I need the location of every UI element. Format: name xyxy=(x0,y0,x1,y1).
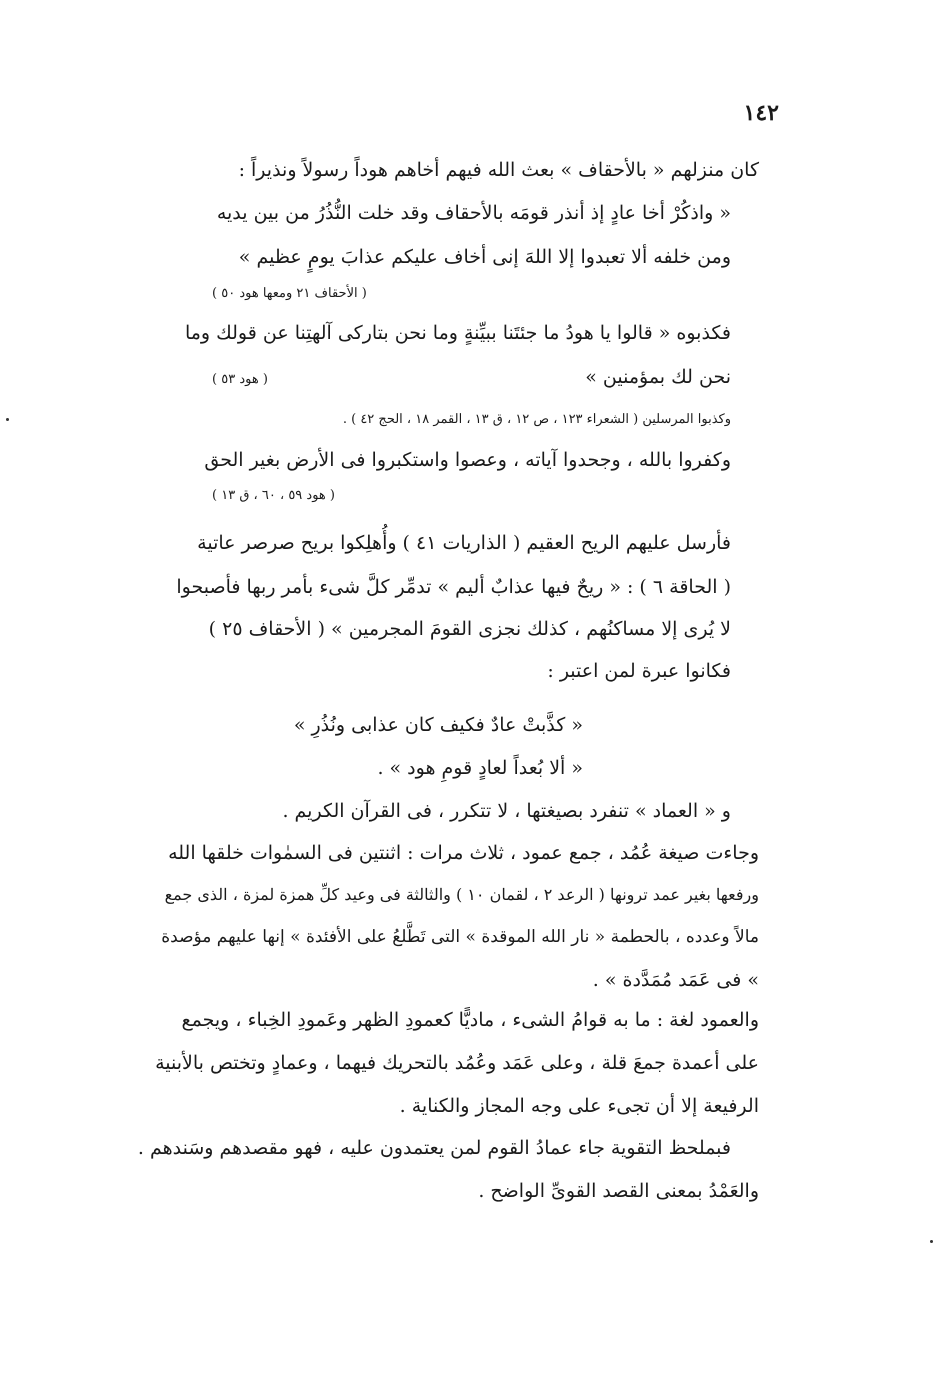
text-line: » فى عَمَد مُمَدَّدة » . xyxy=(592,969,759,991)
citation: ( هود ٥٣ ) xyxy=(212,372,268,387)
text-line: ( الحاقة ٦ ) : « ريحٌ فيها عذابٌ أليم » تدمِّر كلَّ شىء بأمر ربها فأصبحوا xyxy=(176,576,731,598)
text-line: على أعمدة جمعَ قلة ، وعلى عَمَد وعُمُد بالتحريك فيهما ، وعمادٍ وتختص بالأبنية xyxy=(155,1052,759,1074)
text-line: نحن لك بمؤمنين » xyxy=(585,366,731,388)
citation: ( هود ٥٩ ، ٦٠ ، ق ١٣ ) xyxy=(212,488,335,503)
page-speck xyxy=(6,418,9,421)
quote-line: « واذكُرْ أخا عادٍ إذ أنذر قومَه بالأحقاف وقد خلت النُّذُرُ من بين يديه xyxy=(216,202,731,224)
quote-line: ومن خلفه ألا تعبدوا إلا اللهَ إنى أخاف عليكم عذابَ يومٍ عظيم » xyxy=(238,246,731,268)
page-speck xyxy=(930,1240,933,1243)
text-line: وجاءت صيغة عُمُد ، جمع عمود ، ثلاث مرات : اثنتين فى السمٰوات خلقها الله xyxy=(168,842,759,864)
text-line: وكذبوا المرسلين ( الشعراء ١٢٣ ، ص ١٢ ، ق ١٣ ، القمر ١٨ ، الحج ٤٢ ) . xyxy=(342,412,731,427)
verse-line: « ألا بُعداً لعادٍ قومِ هود » . xyxy=(377,757,583,779)
text-line: فأرسل عليهم الريح العقيم ( الذاريات ٤١ ) وأُهلِكوا بريح صرصر عاتية xyxy=(197,532,731,554)
text-line: ورفعها بغير عمد ترونها ( الرعد ٢ ، لقمان ١٠ ) والثالثة فى وعيد كلِّ همزة لمزة ، الذى جمع xyxy=(164,885,759,904)
text-line: فبملحظ التقوية جاء عمادُ القوم لمن يعتمدون عليه ، فهو مقصدهم وسَندهم . xyxy=(137,1137,731,1159)
text-line: والعمود لغة : ما به قوامُ الشىء ، ماديًّا كعمودِ الظهر وعَمودِ الخِباء ، ويجمع xyxy=(181,1009,759,1031)
text-line: مالاً وعدده ، بالحطمة « نار الله الموقدة » التى تَطَّلعُ على الأفئدة » إنها عليهم مؤصدة xyxy=(161,927,759,947)
text-line: وكفروا بالله ، وجحدوا آياته ، وعصوا واستكبروا فى الأرض بغير الحق xyxy=(204,449,731,471)
text-line: الرفيعة إلا أن تجىء على وجه المجاز والكناية . xyxy=(399,1095,759,1117)
citation: ( الأحقاف ٢١ ومعها هود ٥٠ ) xyxy=(212,286,367,301)
page-number: ١٤٢ xyxy=(743,100,779,126)
text-line: لا يُرى إلا مساكنُهم ، كذلك نجزى القومَ المجرمين » ( الأحقاف ٢٥ ) xyxy=(208,618,731,640)
text-line: فكذبوه « قالوا يا هودُ ما جئتَنا ببيِّنةٍ وما نحن بتاركى آلهتِنا عن قولك وما xyxy=(184,322,731,344)
text-line: فكانوا عبرة لمن اعتبر : xyxy=(547,660,731,682)
text-line: كان منزلهم « بالأحقاف » بعث الله فيهم أخاهم هوداً رسولاً ونذيراً : xyxy=(238,159,759,181)
text-line: والعَمْدُ بمعنى القصد القوىِّ الواضح . xyxy=(478,1180,759,1202)
verse-line: « كذَّبتْ عادٌ فكيف كان عذابى ونُذُرِ » xyxy=(293,714,583,736)
text-line: و « العماد » تنفرد بصيغتها ، لا تتكرر ، فى القرآن الكريم . xyxy=(282,800,731,822)
